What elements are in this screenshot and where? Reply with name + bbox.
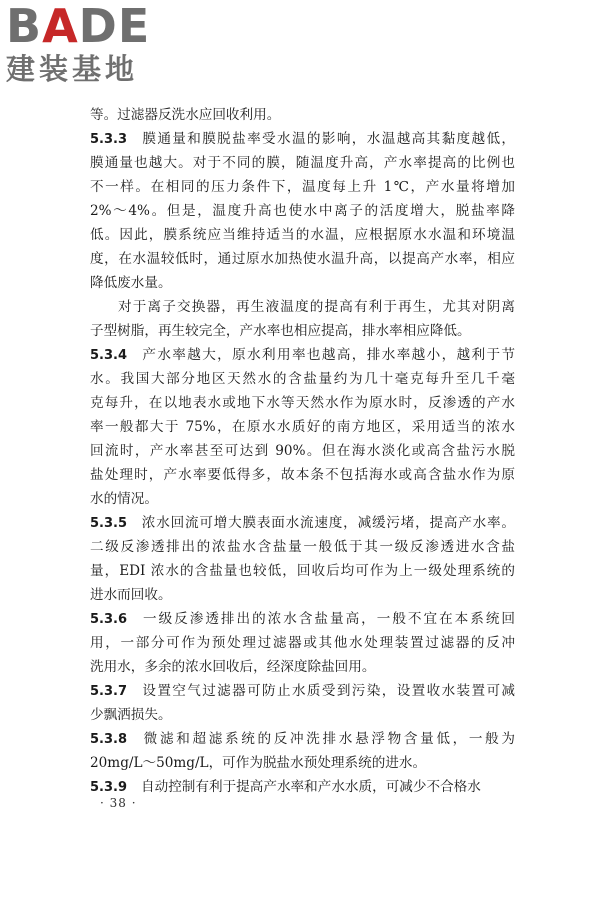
line-text: 对于离子交换器，再生液温度的提高有利于再生，尤其对阴离 [118,299,515,315]
text-line [90,607,515,631]
page-number: · 38 · [100,796,137,810]
text-line [90,631,515,655]
line-text: 水的情况。 [90,491,158,507]
section-number: 5.3.3 [90,132,128,147]
section-number: 5.3.4 [90,348,128,363]
section-5-3-8 [90,727,515,775]
text-line [90,343,515,367]
line-text: 设置空气过滤器可防止水质受到污染，设置收水装置可减 [141,683,515,699]
text-line [90,103,515,127]
line-text: 少飘洒损失。 [90,707,172,723]
line-text: 降低废水量。 [90,275,172,291]
text-line [90,511,515,535]
line-text: 膜通量也越大。对于不同的膜，随温度升高，产水率提高的比例也 [90,155,515,171]
line-text: 产水率越大，原水利用率也越高，排水率越小，越利于节 [141,347,515,363]
section-number: 5.3.7 [90,684,128,699]
text-line [90,199,515,223]
section-5-3-3 [90,127,515,295]
line-text: 回流时，产水率甚至可达到 90%。但在海水淡化或高含盐污水脱 [90,443,515,459]
line-text: 二级反渗透排出的浓盐水含盐量一般低于其一级反渗透进水含盐 [90,539,515,555]
line-text: 一级反渗透排出的浓水含盐量高，一般不宜在本系统回 [141,611,515,627]
line-text: 低。因此，膜系统应当维持适当的水温，应根据原水水温和环境温 [90,227,515,243]
section-5-3-4 [90,343,515,511]
line-text: 等。过滤器反洗水应回收利用。 [90,107,281,123]
text-line [90,271,515,295]
text-line [90,583,515,607]
page-body [90,103,515,799]
line-text: 2%～4%。但是，温度升高也使水中离子的活度增大，脱盐率降 [90,203,515,219]
watermark-wordmark: BADE [6,0,151,53]
section-number: 5.3.8 [90,732,128,747]
line-text: 洗用水，多余的浓水回收后，经深度除盐回用。 [90,659,376,675]
line-text: 自动控制有利于提高产水率和产水水质，可减少不合格水 [141,779,481,795]
text-line [90,415,515,439]
line-text: 率一般都大于 75%，在原水水质好的南方地区，采用适当的浓水 [90,419,515,435]
text-line [90,151,515,175]
text-line [90,463,515,487]
text-line [90,559,515,583]
text-line [90,487,515,511]
line-text: 用，一部分可作为预处理过滤器或其他水处理装置过滤器的反冲 [90,635,515,651]
watermark-logo [6,2,176,94]
text-line [90,535,515,559]
text-line [90,439,515,463]
line-text: 盐处理时，产水率要低得多，故本条不包括海水或高含盐水作为原 [90,467,515,483]
line-text: 克每升，在以地表水或地下水等天然水作为原水时，反渗透的产水 [90,395,515,411]
line-text: 进水而回收。 [90,587,172,603]
section-number: 5.3.5 [90,516,128,531]
text-line [90,775,515,799]
line-text: 膜通量和膜脱盐率受水温的影响，水温越高其黏度越低， [141,131,515,147]
text-line [90,295,515,319]
section-5-3-6 [90,607,515,679]
text-line [90,367,515,391]
line-text: 浓水回流可增大膜表面水流速度，减缓污堵，提高产水率。 [141,515,515,531]
text-line [90,319,515,343]
line-text: 微滤和超滤系统的反冲洗排水悬浮物含量低，一般为 [141,731,515,747]
watermark-subtitle: 建装基地 [6,52,139,86]
line-text: 20mg/L～50mg/L，可作为脱盐水预处理系统的进水。 [90,755,427,771]
line-text: 水。我国大部分地区天然水的含盐量约为几十毫克每升至几千毫 [90,371,515,387]
text-line [90,127,515,151]
line-text: 不一样。在相同的压力条件下，温度每上升 1℃，产水量将增加 [90,179,515,195]
text-line [90,751,515,775]
paragraph [90,103,515,127]
section-number: 5.3.9 [90,780,128,795]
text-line [90,655,515,679]
text-line [90,247,515,271]
text-line [90,703,515,727]
section-number: 5.3.6 [90,612,128,627]
line-text: 度，在水温较低时，通过原水加热使水温升高，以提高产水率，相应 [90,251,515,267]
section-5-3-5 [90,511,515,607]
text-line [90,223,515,247]
line-text: 子型树脂，再生较完全，产水率也相应提高，排水率相应降低。 [90,323,471,339]
text-line [90,391,515,415]
text-line [90,175,515,199]
paragraph [90,295,515,343]
text-line [90,679,515,703]
section-5-3-9 [90,775,515,799]
section-5-3-7 [90,679,515,727]
line-text: 量，EDI 浓水的含盐量也较低，回收后均可作为上一级处理系统的 [90,563,515,579]
text-line [90,727,515,751]
